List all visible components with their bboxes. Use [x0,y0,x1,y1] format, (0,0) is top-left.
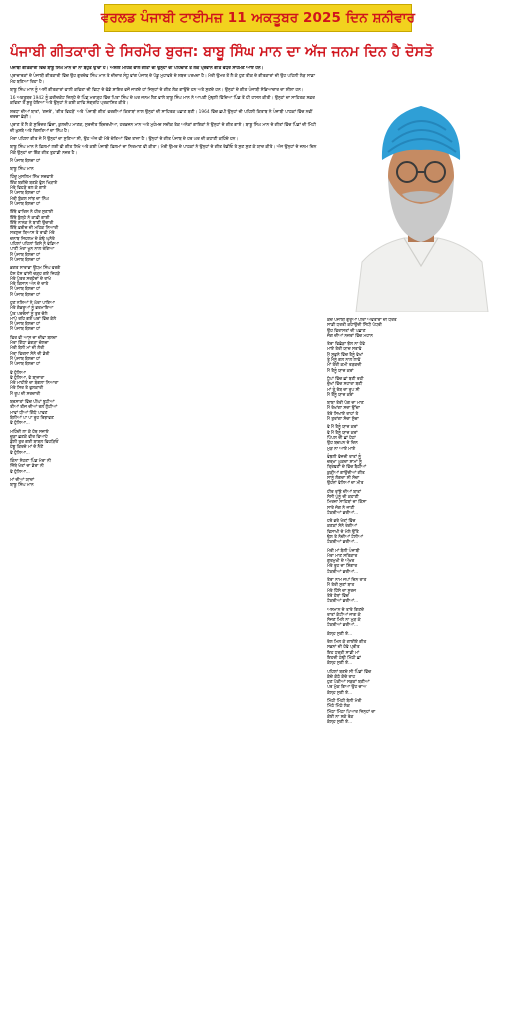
article-paragraph: ਪ੍ਰਾਚਾਰਕਾਂ ਦੇ ਪੰਜਾਬੀ ਗੀਤਕਾਰੀ ਵਿੱਚ ਉਹ ਗੁਰਦੇਵ ਸਿੰਘ ਮਾਨ ਤੇ ਦੀਦਾਰ ਸੰਧੂ ਵਾਂਗ ਪੰਜਾਬ ਦੇ ਪੇਂਡੂ ਮੁਹਾਵਰੇ ਦੇ ਸ਼ਬਦ ਪਰਖਦਾ ਹੈ। ਮੇਰੀ ਉਮਰ ਤੋਂ ਲੈ ਕੇ ਹੁਣ ਤੀਕ ਦੇ ਗੀਤਕਾਰਾਂ ਦੀ ਉਹ ਪਹਿਲੀ ਲੋੜ ਸਾਡਾ ਮੋਹ ਬਣਿਆ ਰਿਹਾ ਹੈ। [10,74,317,85]
poem-title: ਮੈਂ ਪੰਜਾਬ ਬੋਲਦਾ ਹਾਂ [10,158,40,164]
poem-stanza: ਕੱਲ੍ਹ ਸੁਣੀ ਏ... [327,631,353,637]
poem-stanza: ਕਦੇ ਪੰਜਾਬੀ ਗੁਰੂਆਂ ਪੀਰਾਂ ਅਵਤਾਰਾਂ ਦੀ ਧਰਤ ਸਾਡੀ ਧਰਤੀ ਕਹਾਉਂਦੀ ਸਿੱਧੀ ਪੱਧਰੀ ਉਹ ਵਿਰਾਸਤਾਂ ਦੀ ਪਛਾਣ ਜੱਗ ਦੀਆਂ ਨਜ਼ਰਾਂ ਵਿੱਚ ਮਹਾਨ [327,318,397,339]
article-left-column [10,66,320,1021]
article-paragraph: ਬਾਬੂ ਸਿੰਘ ਮਾਨ ਨੇ ਫ਼ਿਲਮਾਂ ਲਈ ਵੀ ਗੀਤ ਲਿਖੇ ਅਤੇ ਕਈ ਪੰਜਾਬੀ ਫ਼ਿਲਮਾਂ ਦਾ ਨਿਰਮਾਣ ਵੀ ਕੀਤਾ। ਮੇਰੀ ਉਮਰ ਦੇ ਪਾਠਕਾਂ ਨੇ ਉਨ੍ਹਾਂ ਦੇ ਗੀਤ ਰੇਡੀਓ ਤੇ ਸੁਣ ਸੁਣ ਕੇ ਯਾਦ ਕੀਤੇ। ਅੱਜ ਉਨ੍ਹਾਂ ਦੇ ਜਨਮ ਦਿਨ ਮੌਕੇ ਉਨ੍ਹਾਂ ਦਾ ਇੱਕ ਗੀਤ ਤੁਹਾਡੀ ਨਜ਼ਰ ਹੈ। [10,145,318,156]
poem-stanza: ਹਰੇ ਭਰੇ ਖੇਤਾਂ ਵਿੱਚ ਕਣਕਾਂ ਸੋਨੇ ਰੰਗੀਆਂ ਵਿਸਾਖੀ ਦੇ ਮੇਲੇ ਉੱਤੇ ਢੋਲ ਤੇ ਨੱਚੀਆਂ ਟੋਲੀਆਂ ਟੋਕਰੀਆਂ ਭਰੀਆਂ... [327,519,363,546]
poem-stanza: ਫਿਰ ਵੀ ਆਸ ਦਾ ਦੀਵਾ ਬਲਦਾ ਮੇਰਾ ਗਿੱਧਾ ਭੰਗੜਾ ਚੱਲਦਾ ਮੇਰੀ ਬੋਲੀ ਮਾਂ ਦੀ ਲੋਰੀ ਮੇਰਾ ਵਿਰਸਾ ਸੋਨੇ ਦੀ ਡੋਰੀ ਮੈਂ ਪੰਜਾਬ ਬੋਲਦਾ ਹਾਂ ਮੈਂ ਪੰਜਾਬ ਬੋਲਦਾ ਹਾਂ [10,335,57,368]
poem-stanza: ਮਿੱਠੀ ਮਿੱਠੀ ਬੋਲੀ ਮੇਰੀ ਮਿੱਠੇ ਮਿੱਠੇ ਲੋਕ ਮਿੱਠਾ ਮਿੱਠਾ ਪਿਆਰ ਜਿਨ੍ਹਾਂ ਦਾ ਕੋਈ ਨਾ ਸਕੇ ਰੋਕ ਕੱਲ੍ਹ ਸੁਣੀ ਏ... [327,699,376,726]
poem-stanza: ਤੇਰਾ ਵਿਛੋੜਾ ਝੱਲ ਨਾ ਹੋਵੇ ਮਾਏ ਤੇਰੀ ਯਾਦ ਸਤਾਵੇ ਮੈਂ ਸੁਫ਼ਨੇ ਵਿੱਚ ਤੈਨੂੰ ਵੇਖਾਂ ਤੂੰ ਮੈਨੂੰ ਗਲ ਨਾਲ ਲਾਵੇਂ ਮਾਂ ਤੇਰੀ ਕਮੀ ਰੜਕਦੀ ਮੈਂ ਤੈਨੂੰ ਯਾਦ ਕਰਾਂ [327,342,365,374]
article-paragraph: ਬਾਬੂ ਸਿੰਘ ਮਾਨ ਨੂੰ ਅਸੀਂ ਗੀਤਕਾਰਾਂ ਵਾਲੀ ਕਵਿਤਾ ਦੀ ਵਿਧਾ ਦੇ ਵੱਡੇ ਸ਼ਾਇਰ ਵਜੋਂ ਜਾਣਦੇ ਹਾਂ ਜਿਨ੍ਹਾਂ ਦੇ ਗੀਤ ਲੋਕ ਗਾਉਂਦੇ ਹਨ ਅਤੇ ਸੁਣਦੇ ਹਨ। ਉਨ੍ਹਾਂ ਦੇ ਗੀਤ ਪੰਜਾਬੀ ਸੱਭਿਆਚਾਰ ਦਾ ਸ਼ੀਸ਼ਾ ਹਨ। [10,87,304,93]
poem-stanza: ਇੱਥੇ ਵਾਰਿਸ ਨੇ ਹੀਰ ਸੁਣਾਈ ਇੱਥੇ ਬੁੱਲ੍ਹੇ ਨੇ ਕਾਫ਼ੀ ਗਾਈ ਇੱਥੇ ਨਾਨਕ ਨੇ ਬਾਣੀ ਉਚਾਰੀ ਇੱਥੇ ਫ਼ਰੀਦ ਦੀ ਮਹਿਕ ਨਿਆਰੀ ਸਤਲੁਜ ਬਿਆਸ ਤੇ ਰਾਵੀ ਮੇਰੇ ਚਨਾਬ ਜਿਹਲਮ ਦੇ ਕੰਢੇ ਘਨੇਰੇ ਪਹਿਲਾਂ ਪਹਿਲਾਂ ਕਿਸੇ ਨੇ ਵੰਡਿਆ ਪਾਣੀ ਮੇਰਾ ਖੂਨ ਨਾਲ ਰੰਗਿਆ ਮੈਂ ਪੰਜਾਬ ਬੋਲਦਾ ਹਾਂ ਮੈਂ ਪੰਜਾਬ ਬੋਲਦਾ ਹਾਂ [10,210,59,263]
article-headline: ਪੰਜਾਬੀ ਗੀਤਕਾਰੀ ਦੇ ਸਿਰਮੌਰ ਬੁਰਜ: ਬਾਬੂ ਸਿੰਘ ਮਾਨ ਦਾ ਅੱਜ ਜਨਮ ਦਿਨ ਹੈ ਦੋਸਤੋ [10,44,434,60]
poem-stanza: ਕਿੰਨਾ ਸੋਹਣਾ ਪਿੰਡ ਮੇਰਾ ਨੀ ਜਿੱਥੇ ਖੇਤਾਂ ਦਾ ਡੇਰਾ ਨੀ ਵੇ ਹੁੱਲਿਆ... [10,459,51,475]
poem-stanza: ਬਾਬਾ ਤੇਰੀ ਪੱਗ ਦਾ ਮਾਣ ਮੈਂ ਰੱਖਾਂਗਾ ਸਦਾ ਉੱਚਾ ਤੇਰੇ ਸਿਖਾਏ ਰਾਹਾਂ ਤੇ ਮੈਂ ਤੁਰਾਂਗਾ ਸੱਚਾ ਸੁੱਚਾ [327,401,364,423]
article-paragraph: ਪੰਜਾਬੀ ਗੀਤਕਾਰੀ ਵਿੱਚ ਬਾਬੂ ਸਿੰਘ ਮਾਨ ਦਾ ਨਾਂ ਬਹੁਤ ਉੱਚਾ ਹੈ। ਅਸਲੀ ਮਹਿਕ ਵਾਲੇ ਗੀਤਾਂ ਦੀ ਉਨ੍ਹਾਂ ਦੀ ਪਹਿਚਾਣ ਤੇ ਲੋਕ ਪ੍ਰਵਾਨ ਗੀਤ ਵਧੇਰੇ ਸਾਹਮਣੇ ਆਏ ਹਨ। [10,66,264,71]
poem-stanza: ਵੇ ਹੁੱਲਿਆ ਵੇ ਹੁੱਲਿਆ, ਵੇ ਬਾਜ਼ਾਰਾ ਮੇਰੇ ਮਾਹੀਏ ਦਾ ਬੰਗਲਾ ਨਿਆਰਾ ਮੇਰੇ ਸਿਰ ਤੇ ਫੁਲਕਾਰੀ ਮੈਂ ਰੂਪ ਦੀ ਸਰਦਾਰੀ [10,370,59,397]
article-paragraph: ਪ੍ਰਾਣ ਤੋਂ ਲੈ ਕੇ ਸੁਰਿੰਦਰ ਛਿੰਦਾ, ਕੁਲਦੀਪ ਮਾਣਕ, ਸੁਰਜੀਤ ਬਿੰਦਰਖੀਆ, ਹਰਭਜਨ ਮਾਨ ਅਤੇ ਮੁਹੰਮਦ ਸਦੀਕ ਤੱਕ ਅਨੇਕਾਂ ਗਾਇਕਾਂ ਨੇ ਉਨ੍ਹਾਂ ਦੇ ਗੀਤ ਗਾਏ। ਬਾਬੂ ਸਿੰਘ ਮਾਨ ਦੇ ਗੀਤਾਂ ਵਿੱਚ ਪਿੰਡਾਂ ਦੀ ਮਿੱਟੀ ਦੀ ਖ਼ੁਸ਼ਬੋ ਅਤੇ ਰਿਸ਼ਤਿਆਂ ਦਾ ਨਿੱਘ ਹੈ। [10,123,318,134]
poem-stanza: ਪਹਿਲਾਂ ਬਣਦੇ ਸੀ ਪਿੰਡਾਂ ਵਿੱਚ ਕੱਚੇ ਕੋਠੇ ਕੱਚੇ ਰਾਹ ਹੁਣ ਪੱਕੀਆਂ ਸੜਕਾਂ ਬਣੀਆਂ ਪਰ ਮੁੱਕ ਗਿਆ ਉਹ ਚਾਅ ਕੱਲ੍ਹ ਸੁਣੀ ਏ... [327,669,371,696]
portrait-image [338,66,504,312]
poem-stanza: ਬਰਸਾਤਾਂ ਵਿੱਚ ਪੀਂਘਾਂ ਝੂਟੀਆਂ ਤੀਆਂ ਤੀਜ ਦੀਆਂ ਰਲ ਲੁੱਟੀਆਂ ਮਾਵਾਂ ਧੀਆਂ ਗਿੱਧੇ ਪਾਵਣ ਬੋਲੀਆਂ ਪਾ ਪਾ ਰੂਹ ਰਿਝਾਵਣ ਵੇ ਹੁੱਲਿਆ... [10,400,58,427]
poem-stanza: ਹੁਣ ਨਸ਼ਿਆਂ ਨੇ ਘੇਰਾ ਪਾਇਆ ਮੇਰੇ ਗੱਭਰੂਆਂ ਨੂੰ ਭਰਮਾਇਆ ਪੁੱਤ ਪਰਦੇਸਾਂ ਨੂੰ ਤੁਰ ਚੱਲੇ ਮਾਪੇ ਰਹਿ ਗਏ ਘਰਾਂ ਵਿੱਚ ਕੱਲੇ ਮੈਂ ਪੰਜਾਬ ਬੋਲਦਾ ਹਾਂ ਮੈਂ ਪੰਜਾਬ ਬੋਲਦਾ ਹਾਂ [10,300,57,333]
masthead-title: ਵਰਲਡ ਪੰਜਾਬੀ ਟਾਈਮਜ਼ 11 ਅਕਤੂਬਰ 2025 ਦਿਨ ਸ਼ਨੀਵਾਰ [100,10,416,26]
poem-author: ਬਾਬੂ ਸਿੰਘ ਮਾਨ [10,167,34,173]
newspaper-masthead [100,4,416,32]
poem-stanza: ਤੇਰਾ ਨਾਮ ਜਪਾਂ ਦਿਨ ਰਾਤ ਮੈਂ ਤੇਰੀ ਸੁਣਾਂ ਬਾਤ ਮੇਰੇ ਹਿੱਸੇ ਦਾ ਸੂਰਜ ਤੇਰੇ ਹੱਥਾਂ ਵਿੱਚ ਟੋਕਰੀਆਂ ਭਰੀਆਂ... [327,578,367,605]
article-paragraph: ਸ਼ਰਧਾ ਦੀਆਂ ਬਾਤਾਂ, 'ਗਜਰੇ', 'ਗੀਤ ਵਿਹੜੇ' ਅਤੇ 'ਪੰਜਾਬੀ ਗੀਤ' ਵਰਗੀਆਂ ਕਿਤਾਬਾਂ ਨਾਲ ਉਨ੍ਹਾਂ ਦੀ ਸਾਹਿਤਕ ਪਛਾਣ ਬਣੀ। 1964 ਵਿੱਚ ਛਪੀ ਉਨ੍ਹਾਂ ਦੀ ਪਹਿਲੀ ਕਿਤਾਬ ਨੇ ਪੰਜਾਬੀ ਪਾਠਕਾਂ ਵਿੱਚ ਨਵੀਂ ਚਰਚਾ ਛੇੜੀ। [10,109,314,121]
poem-stanza: ਵੇ ਮੈਂ ਤੈਨੂੰ ਯਾਦ ਕਰਾਂ ਵੇ ਮੈਂ ਤੈਨੂੰ ਯਾਦ ਕਰਾਂ ਪਿੱਪਲ ਦੀ ਛਾਂ ਹੇਠਾਂ ਉਹ ਬਚਪਨ ਦੇ ਦਿਨ ਮੁੜ ਨਾ ਆਏ ਮਾਏ [327,425,358,452]
poem-stanza: ਹੀਰ ਰਾਂਝੇ ਦੀਆਂ ਬਾਤਾਂ ਸੱਸੀ ਪੁੰਨੂੰ ਦੀ ਕਹਾਣੀ ਮਿਰਜ਼ਾ ਸਾਹਿਬਾਂ ਦਾ ਕਿੱਸਾ ਸਾਰੇ ਜੱਗ ਨੇ ਜਾਣੀ ਟੋਕਰੀਆਂ ਭਰੀਆਂ... [327,489,367,516]
poem-stanza: ਮੇਰੀ ਮਾਂ ਬੋਲੀ ਪੰਜਾਬੀ ਮੇਰਾ ਮਾਣ ਸਤਿਕਾਰ ਗੁਰਮੁਖੀ ਦੇ ਅੱਖਰ ਮੇਰੇ ਰੂਹ ਦਾ ਸ਼ਿੰਗਾਰ ਟੋਕਰੀਆਂ ਭਰੀਆਂ... [327,548,360,575]
poem-stanza: ਰੱਲ ਮਿਲ ਕੇ ਗਾਈਏ ਗੀਤ ਸਭਨਾਂ ਦੀ ਹੋਵੇ ਪ੍ਰੀਤ ਇਹ ਧਰਤੀ ਸਾਡੀ ਮਾਂ ਇਹਦੀ ਠੰਢੀ ਮਿੱਠੀ ਛਾਂ ਕੱਲ੍ਹ ਸੁਣੀ ਏ... [327,640,367,667]
poem-stanza: ਵੰਝਲੀ ਵੱਜਦੀ ਰਾਤਾਂ ਨੂੰ ਚਰਖਾ ਘੂਕਦਾ ਸ਼ਾਮਾਂ ਨੂੰ ਤ੍ਰਿੰਞਣਾਂ ਦੇ ਵਿੱਚ ਬੈਠੀਆਂ ਕੁੜੀਆਂ ਗਾਉਂਦੀਆਂ ਗੀਤ ਸਾਨੂੰ ਲੱਗਦਾ ਸੀ ਸੱਚਾ ਉਹਨਾਂ ਵੇਲਿਆਂ ਦਾ ਮੀਤ [327,454,366,487]
poem-stanza: ਮਾਂ ਦੀਆਂ ਯਾਦਾਂ ਬਾਬੂ ਸਿੰਘ ਮਾਨ [10,477,35,489]
article-paragraph: ਮੇਰਾ ਪਹਿਲਾ ਗੀਤ ਜੋ ਮੈਂ ਉਨ੍ਹਾਂ ਦਾ ਸੁਣਿਆ ਸੀ, ਉਹ ਅੱਜ ਵੀ ਮੇਰੇ ਚੇਤਿਆਂ ਵਿੱਚ ਤਾਜ਼ਾ ਹੈ। ਉਨ੍ਹਾਂ ਦੇ ਗੀਤ ਪੰਜਾਬ ਦੇ ਹਰ ਘਰ ਦੀ ਕਹਾਣੀ ਕਹਿੰਦੇ ਹਨ। [10,136,239,142]
poem-stanza: ਮਹਿੰਦੀ ਲਾ ਕੇ ਹੱਥ ਸਜਾਏ ਚੂੜਾ ਛਣਕੇ ਵੀਰ ਵਿਆਹੇ ਡੋਲੀ ਤੁਰ ਗਈ ਬਾਬਲ ਵਿਹੜਿਓਂ ਹੰਝੂ ਕਿਰਦੇ ਮਾਂ ਦੇ ਨੈਣੋਂ ਵੇ ਹੁੱਲਿਆ... [10,429,59,456]
article-right-column [327,318,507,1018]
poem-stanza: ਹਿੰਦੂ ਮੁਸਲਿਮ ਸਿੱਖ ਸਦਵਾਏ ਇੱਕ ਬਗੀਚੇ ਬਣਕੇ ਫੁੱਲ ਖਿੜਾਏ ਮੇਰੇ ਵਿਹੜੇ ਰਲ ਕੇ ਗਾਏ ਮੈਂ ਪੰਜਾਬ ਬੋਲਦਾ ਹਾਂ ਮੇਰੀ ਬੁੱਕਲ ਸਾਂਝ ਦਾ ਨਿੱਘ ਮੈਂ ਪੰਜਾਬ ਬੋਲਦਾ ਹਾਂ [10,175,58,207]
poem-stanza: ਧੁੱਪਾਂ ਵਿੱਚ ਛਾਂ ਬਣੀ ਰਹੀ ਦੁੱਖਾਂ ਵਿੱਚ ਸਹਾਰਾ ਬਣੀ ਮਾਂ ਤੂੰ ਰੱਬ ਦਾ ਰੂਪ ਸੀ ਮੈਂ ਤੈਨੂੰ ਯਾਦ ਕਰਾਂ [327,376,364,398]
article-paragraph: 16 ਅਕਤੂਬਰ 1942 ਨੂੰ ਫ਼ਰੀਦਕੋਟ ਜ਼ਿਲ੍ਹੇ ਦੇ ਪਿੰਡ ਮਰਾੜ੍ਹ ਵਿੱਚ ਪਿਤਾ ਸਿੰਘ ਦੇ ਘਰ ਜਨਮ ਲੈਣ ਵਾਲੇ ਬਾਬੂ ਸਿੰਘ ਮਾਨ ਨੇ ਆਪਣੀ ਮੁੱਢਲੀ ਵਿੱਦਿਆ ਪਿੰਡ ਤੋਂ ਹੀ ਹਾਸਲ ਕੀਤੀ। ਉਨ੍ਹਾਂ ਦਾ ਸਾਹਿਤਕ ਸਫ਼ਰ ਕਵਿਤਾ ਤੋਂ ਸ਼ੁਰੂ ਹੋਇਆ ਅਤੇ ਉਨ੍ਹਾਂ ਨੇ ਕਈ ਕਾਵਿ ਸੰਗ੍ਰਹਿ ਪ੍ਰਕਾਸ਼ਿਤ ਕੀਤੇ। [10,96,317,107]
author-photo [338,66,504,312]
poem-stanza: ਭਗਤ ਸਾਰਾਭਾ ਊਧਮ ਸਿੰਘ ਵਰਗੇ ਹੱਸ ਹੱਸ ਫਾਂਸੀ ਚੜ੍ਹ ਗਏ ਜਿਹੜੇ ਮੇਰੇ ਪੁੱਤਰ ਸਰਹੱਦਾਂ ਦੇ ਰਾਖੇ ਮੇਰੇ ਕਿਸਾਨ ਅੰਨ ਦੇ ਦਾਤੇ ਮੈਂ ਪੰਜਾਬ ਬੋਲਦਾ ਹਾਂ ਮੈਂ ਪੰਜਾਬ ਬੋਲਦਾ ਹਾਂ [10,266,61,298]
poem-stanza: ਅਸਮਾਨ ਦੇ ਤਾਰੇ ਗਿਣਦੇ ਰਾਤਾਂ ਕੱਟੀਆਂ ਜਾਗ ਕੇ ਸੱਜਣ ਮਿਲੇ ਨਾ ਮੁੜ ਕੇ ਟੋਕਰੀਆਂ ਭਰੀਆਂ... [327,607,364,629]
